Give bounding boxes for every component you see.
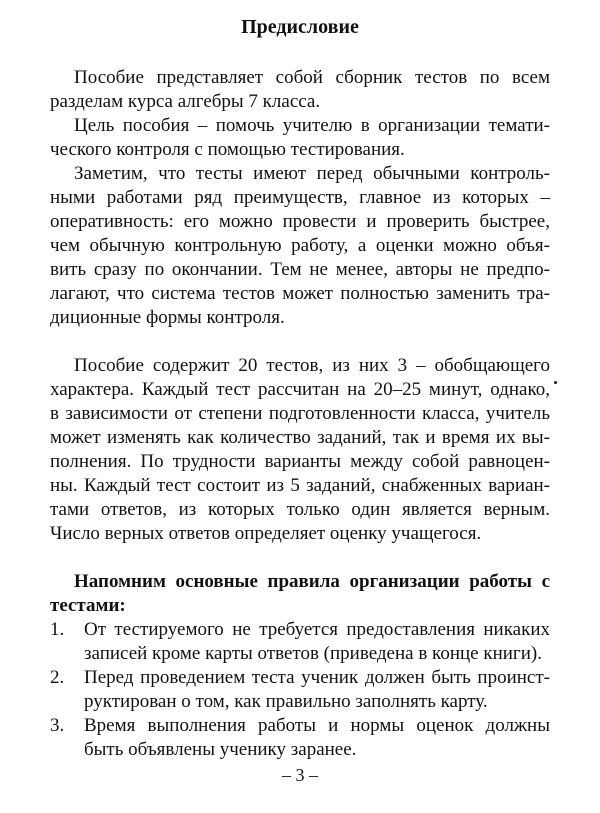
paragraph-line: разделам курса алгебры 7 класса. <box>50 91 321 112</box>
list-text: записей кроме карты ответов (приведена в конце книги). <box>84 643 542 664</box>
list-text: руктирован о том, как правильно заполнять карту. <box>84 691 488 712</box>
page-title: Предисловие <box>241 16 359 38</box>
paragraph-line: оперативность: его можно провести и проверить быстрее, <box>50 211 550 232</box>
list-number: 1. <box>50 619 65 640</box>
list-number: 3. <box>50 715 65 736</box>
page-number: – 3 – <box>282 765 318 785</box>
rules-heading: Напомним основные правила организации работы с <box>74 571 550 592</box>
paragraph-line: полнения. По трудности варианты между собой равноцен- <box>50 451 550 472</box>
paragraph-line: вить сразу по окончании. Тем не менее, авторы не предпо- <box>50 259 550 280</box>
rules-heading: тестами: <box>50 595 126 616</box>
paragraph-line: Заметим, что тесты имеют перед обычными контроль- <box>74 163 550 184</box>
paragraph-line: характера. Каждый тест рассчитан на 20–25 минут, однако, <box>50 379 550 400</box>
paragraph-line: чем обычную контрольную работу, а оценки можно объя- <box>50 235 550 256</box>
paragraph-line: Пособие представляет собой сборник тестов по всем <box>74 67 550 88</box>
paragraph-line: ны. Каждый тест состоит из 5 заданий, снабженных вариан- <box>50 475 550 496</box>
paragraph-line: тами ответов, из которых только один является верным. <box>50 499 550 520</box>
paragraph-line: ческого контроля с помощью тестирования. <box>50 139 405 160</box>
print-speck <box>554 381 557 384</box>
paragraph-line: Число верных ответов определяет оценку учащегося. <box>50 523 482 544</box>
paragraph-line: Цель пособия – помочь учителю в организации темати- <box>74 115 550 136</box>
paragraph-line: в зависимости от степени подготовленности класса, учитель <box>50 403 550 424</box>
list-number: 2. <box>50 667 65 688</box>
paragraph-line: может изменять как количество заданий, так и время их вы- <box>50 427 550 448</box>
list-text: От тестируемого не требуется предоставления никаких <box>84 619 550 640</box>
paragraph-line: ными работами ряд преимуществ, главное из которых – <box>50 187 550 208</box>
paragraph-line: лагают, что система тестов может полностью заменить тра- <box>50 283 550 304</box>
list-text: быть объявлены ученику заранее. <box>84 739 357 760</box>
list-text: Время выполнения работы и нормы оценок должны <box>84 715 550 736</box>
paragraph-line: диционные формы контроля. <box>50 307 285 328</box>
paragraph-line: Пособие содержит 20 тестов, из них 3 – обобщающего <box>74 355 550 376</box>
list-text: Перед проведением теста ученик должен быть проинст- <box>84 667 550 688</box>
